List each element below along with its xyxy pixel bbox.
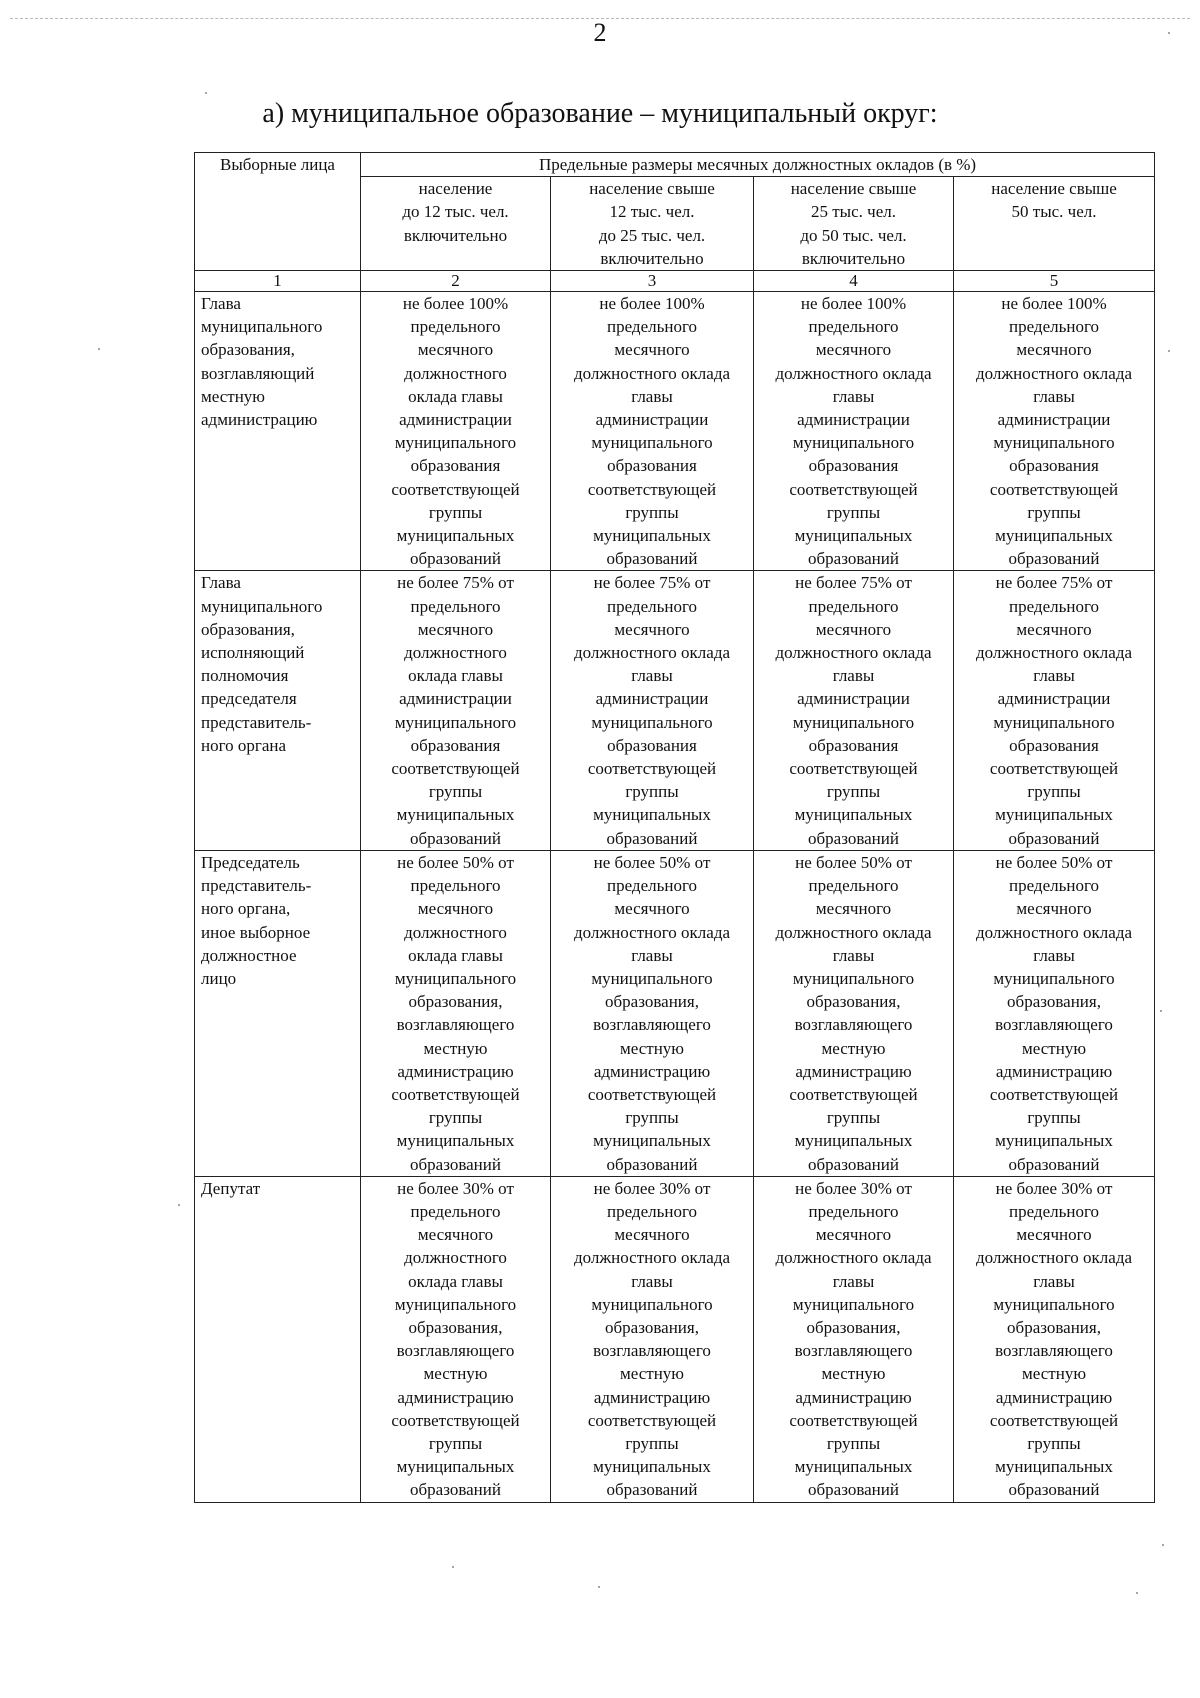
header-salary-limits	[361, 153, 1155, 177]
row-label-text: Председатель представитель- ного органа, иное выборное должностное лицо	[201, 852, 312, 988]
table-cell	[954, 292, 1155, 571]
header-elected-persons	[195, 153, 361, 271]
header-population-col-5	[954, 177, 1155, 271]
cell-text: не более 75% от предельного месячного должностного оклада главы администрации муниципального образования соответствующей группы муниципальных образований	[573, 573, 731, 848]
table-cell	[361, 571, 551, 850]
scan-speck	[205, 92, 207, 94]
cell-text: не более 75% от предельного месячного должностного оклада главы администрации муниципального образования соответствующей группы муниципальных образований	[391, 573, 520, 848]
column-number-2: 2	[361, 271, 551, 292]
cell-text: не более 30% от предельного месячного должностного оклада главы муниципального образования, возглавляющего местную администрацию соответствующей группы муниципальных образований	[976, 1178, 1133, 1500]
table-cell	[754, 571, 954, 850]
row-label	[195, 850, 361, 1176]
row-label-text: Глава муниципального образования, исполняющий полномочия председателя представитель- ного органа	[201, 573, 323, 755]
page-number: 2	[593, 18, 607, 47]
table-row	[195, 1176, 1155, 1502]
scan-speck	[1136, 1592, 1138, 1594]
cell-text: не более 75% от предельного месячного должностного оклада главы администрации муниципального образования соответствующей группы муниципальных образований	[775, 573, 932, 848]
table-cell	[954, 1176, 1155, 1502]
row-label	[195, 292, 361, 571]
scan-speck	[1162, 1544, 1164, 1546]
column-number-4: 4	[754, 271, 954, 292]
cell-text: не более 100% предельного месячного должностного оклада главы администрации муниципального образования соответствующей группы муниципальных образований	[775, 294, 932, 569]
cell-text: не более 30% от предельного месячного должностного оклада главы муниципального образования, возглавляющего местную администрацию соответствующей группы муниципальных образований	[573, 1178, 731, 1500]
scan-speck	[452, 1566, 454, 1568]
cell-text: не более 50% от предельного месячного должностного оклада главы муниципального образования, возглавляющего местную администрацию соответствующей группы муниципальных образований	[573, 852, 731, 1174]
table-row	[195, 850, 1155, 1176]
table-cell	[361, 850, 551, 1176]
cell-text: не более 50% от предельного месячного должностного оклада главы муниципального образования, возглавляющего местную администрацию соответствующей группы муниципальных образований	[391, 852, 520, 1174]
scan-speck	[1160, 1010, 1162, 1012]
header-salary-limits-text: Предельные размеры месячных должностных окладов (в %)	[538, 155, 977, 174]
header-population-text: население свыше 50 тыс. чел.	[991, 179, 1117, 222]
table-cell	[754, 292, 954, 571]
table-cell	[551, 292, 754, 571]
header-population-text: население до 12 тыс. чел. включительно	[402, 179, 509, 245]
table-cell	[954, 850, 1155, 1176]
cell-text: не более 75% от предельного месячного должностного оклада главы администрации муниципального образования соответствующей группы муниципальных образований	[976, 573, 1133, 848]
header-population-text: население свыше 25 тыс. чел. до 50 тыс. чел. включительно	[790, 179, 917, 268]
scan-speck	[598, 1586, 600, 1588]
cell-text: не более 30% от предельного месячного должностного оклада главы муниципального образования, возглавляющего местную администрацию соответствующей группы муниципальных образований	[775, 1178, 932, 1500]
table-row	[195, 292, 1155, 571]
cell-text: не более 100% предельного месячного должностного оклада главы администрации муниципального образования соответствующей группы муниципальных образований	[573, 294, 731, 569]
cell-text: не более 100% предельного месячного должностного оклада главы администрации муниципального образования соответствующей группы муниципальных образований	[391, 294, 520, 569]
table-cell	[754, 1176, 954, 1502]
header-population-col-2	[361, 177, 551, 271]
scan-speck	[1168, 350, 1170, 352]
cell-text: не более 50% от предельного месячного должностного оклада главы муниципального образования, возглавляющего местную администрацию соответствующей группы муниципальных образований	[976, 852, 1133, 1174]
row-label	[195, 1176, 361, 1502]
table-cell	[551, 1176, 754, 1502]
column-number-row	[195, 271, 1155, 292]
header-population-text: население свыше 12 тыс. чел. до 25 тыс. чел. включительно	[589, 179, 715, 268]
header-population-col-4	[754, 177, 954, 271]
scan-speck	[178, 1204, 180, 1206]
header-row-top	[195, 153, 1155, 177]
column-number-1: 1	[195, 271, 361, 292]
column-number-5: 5	[954, 271, 1155, 292]
cell-text: не более 50% от предельного месячного должностного оклада главы муниципального образования, возглавляющего местную администрацию соответствующей группы муниципальных образований	[775, 852, 932, 1174]
header-population-col-3	[551, 177, 754, 271]
row-label	[195, 571, 361, 850]
scan-speck	[98, 348, 100, 350]
row-label-text: Депутат	[201, 1178, 261, 1198]
cell-text: не более 100% предельного месячного должностного оклада главы администрации муниципального образования соответствующей группы муниципальных образований	[976, 294, 1133, 569]
scan-speck	[1168, 32, 1170, 34]
table-row	[195, 571, 1155, 850]
table-cell	[954, 571, 1155, 850]
salary-limits-table	[194, 152, 1155, 1503]
table-cell	[361, 292, 551, 571]
header-elected-persons-text: Выборные лица	[220, 155, 335, 174]
cell-text: не более 30% от предельного месячного должностного оклада главы муниципального образования, возглавляющего местную администрацию соответствующей группы муниципальных образований	[391, 1178, 520, 1500]
table-cell	[754, 850, 954, 1176]
column-number-3: 3	[551, 271, 754, 292]
row-label-text: Глава муниципального образования, возглавляющий местную администрацию	[201, 294, 323, 430]
table-cell	[551, 571, 754, 850]
table-cell	[551, 850, 754, 1176]
section-heading: а) муниципальное образование – муниципальный округ:	[262, 98, 938, 129]
table-cell	[361, 1176, 551, 1502]
